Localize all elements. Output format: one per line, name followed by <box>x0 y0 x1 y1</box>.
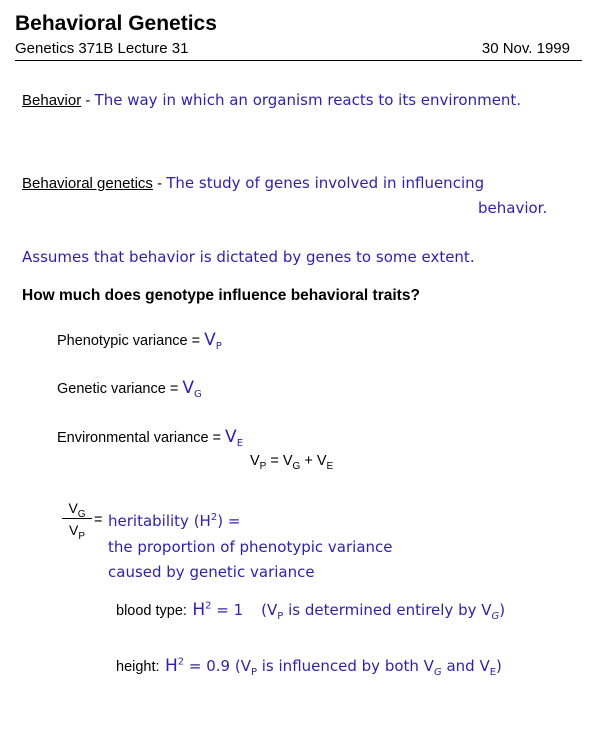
blood-type-note-sub1: P <box>277 611 284 623</box>
blood-type-value: = 1 <box>211 601 244 619</box>
lecture-header <box>15 40 582 61</box>
behavior-definition <box>22 91 521 110</box>
height-note-sub3: E <box>489 667 497 679</box>
height-note-sub2: G <box>433 667 442 679</box>
variance-sum-equation <box>250 453 334 472</box>
denominator-symbol: V <box>68 522 79 538</box>
blood-type-h-sup: 2 <box>205 600 212 612</box>
heritability-equals: = <box>94 512 103 528</box>
assumption-text: Assumes that behavior is dictated by genes to some extent. <box>22 248 475 266</box>
environmental-symbol: V <box>225 427 237 447</box>
height-note-b: is influenced by both V <box>257 657 434 675</box>
height-label: height: <box>116 659 160 675</box>
behavioral-genetics-definition <box>22 174 484 193</box>
height-note-c: and V <box>441 657 490 675</box>
blood-type-note-sub2: G <box>491 611 500 623</box>
blood-type-note-a: (V <box>261 601 278 619</box>
height-note-a: (V <box>230 657 251 675</box>
environmental-variance-line <box>57 427 243 447</box>
behavior-term: Behavior <box>22 92 82 109</box>
heritability-line1 <box>108 512 240 530</box>
numerator-symbol: V <box>68 500 78 516</box>
lecture-date: 30 Nov. 1999 <box>481 40 570 57</box>
behavioral-genetics-definition-line1: The study of genes involved in influencing <box>166 174 485 192</box>
blood-type-h: H <box>186 600 206 620</box>
blood-type-label: blood type: <box>116 603 187 619</box>
page-title: Behavioral Genetics <box>15 12 217 35</box>
blood-type-note-c: ) <box>499 601 506 619</box>
behavioral-genetics-dash: - <box>152 175 167 192</box>
numerator-subscript: G <box>77 508 86 520</box>
genetic-variance-line <box>57 378 202 398</box>
denominator-subscript: P <box>78 530 85 542</box>
fraction-denominator <box>62 519 92 542</box>
height-h: H <box>159 656 178 676</box>
behavior-definition-text: The way in which an organism reacts to its environment. <box>94 91 522 109</box>
phenotypic-subscript: P <box>215 340 222 352</box>
height-value: = 0.9 <box>184 657 231 675</box>
heritability-sup: 2 <box>210 512 218 523</box>
question-heading: How much does genotype influence behavioral traits? <box>22 287 420 304</box>
environmental-subscript: E <box>236 437 244 449</box>
fraction-numerator <box>62 500 92 519</box>
plus-ve: + V <box>300 453 327 469</box>
height-h-sup: 2 <box>177 656 185 668</box>
vg-subscript: G <box>292 460 301 472</box>
heritability-line3: caused by genetic variance <box>108 563 315 581</box>
blood-type-note-b: is determined entirely by V <box>283 601 492 619</box>
vp-subscript: P <box>259 460 267 472</box>
environmental-variance-label: Environmental variance = <box>57 430 226 446</box>
lecture-label: Genetics 371B Lecture 31 <box>15 40 189 57</box>
genetic-variance-label: Genetic variance = <box>57 381 183 397</box>
heritability-fraction <box>62 500 92 542</box>
vp-symbol: V <box>250 453 260 469</box>
height-example <box>116 656 502 679</box>
genetic-symbol: V <box>182 378 194 398</box>
heritability-text-b: ) = <box>217 512 241 530</box>
ve-subscript: E <box>326 460 334 472</box>
behavior-dash: - <box>81 92 95 109</box>
genetic-subscript: G <box>193 388 202 400</box>
blood-type-example <box>116 600 506 623</box>
behavioral-genetics-term: Behavioral genetics <box>22 175 153 192</box>
height-note-sub1: P <box>250 667 257 679</box>
phenotypic-variance-line <box>57 330 222 350</box>
height-note-d: ) <box>496 657 502 675</box>
phenotypic-variance-label: Phenotypic variance = <box>57 333 205 349</box>
equals-vg: = V <box>266 453 293 469</box>
heritability-text-a: heritability (H <box>108 512 211 530</box>
heritability-line2: the proportion of phenotypic variance <box>108 538 393 556</box>
behavioral-genetics-definition-line2: behavior. <box>478 199 548 217</box>
phenotypic-symbol: V <box>204 330 216 350</box>
